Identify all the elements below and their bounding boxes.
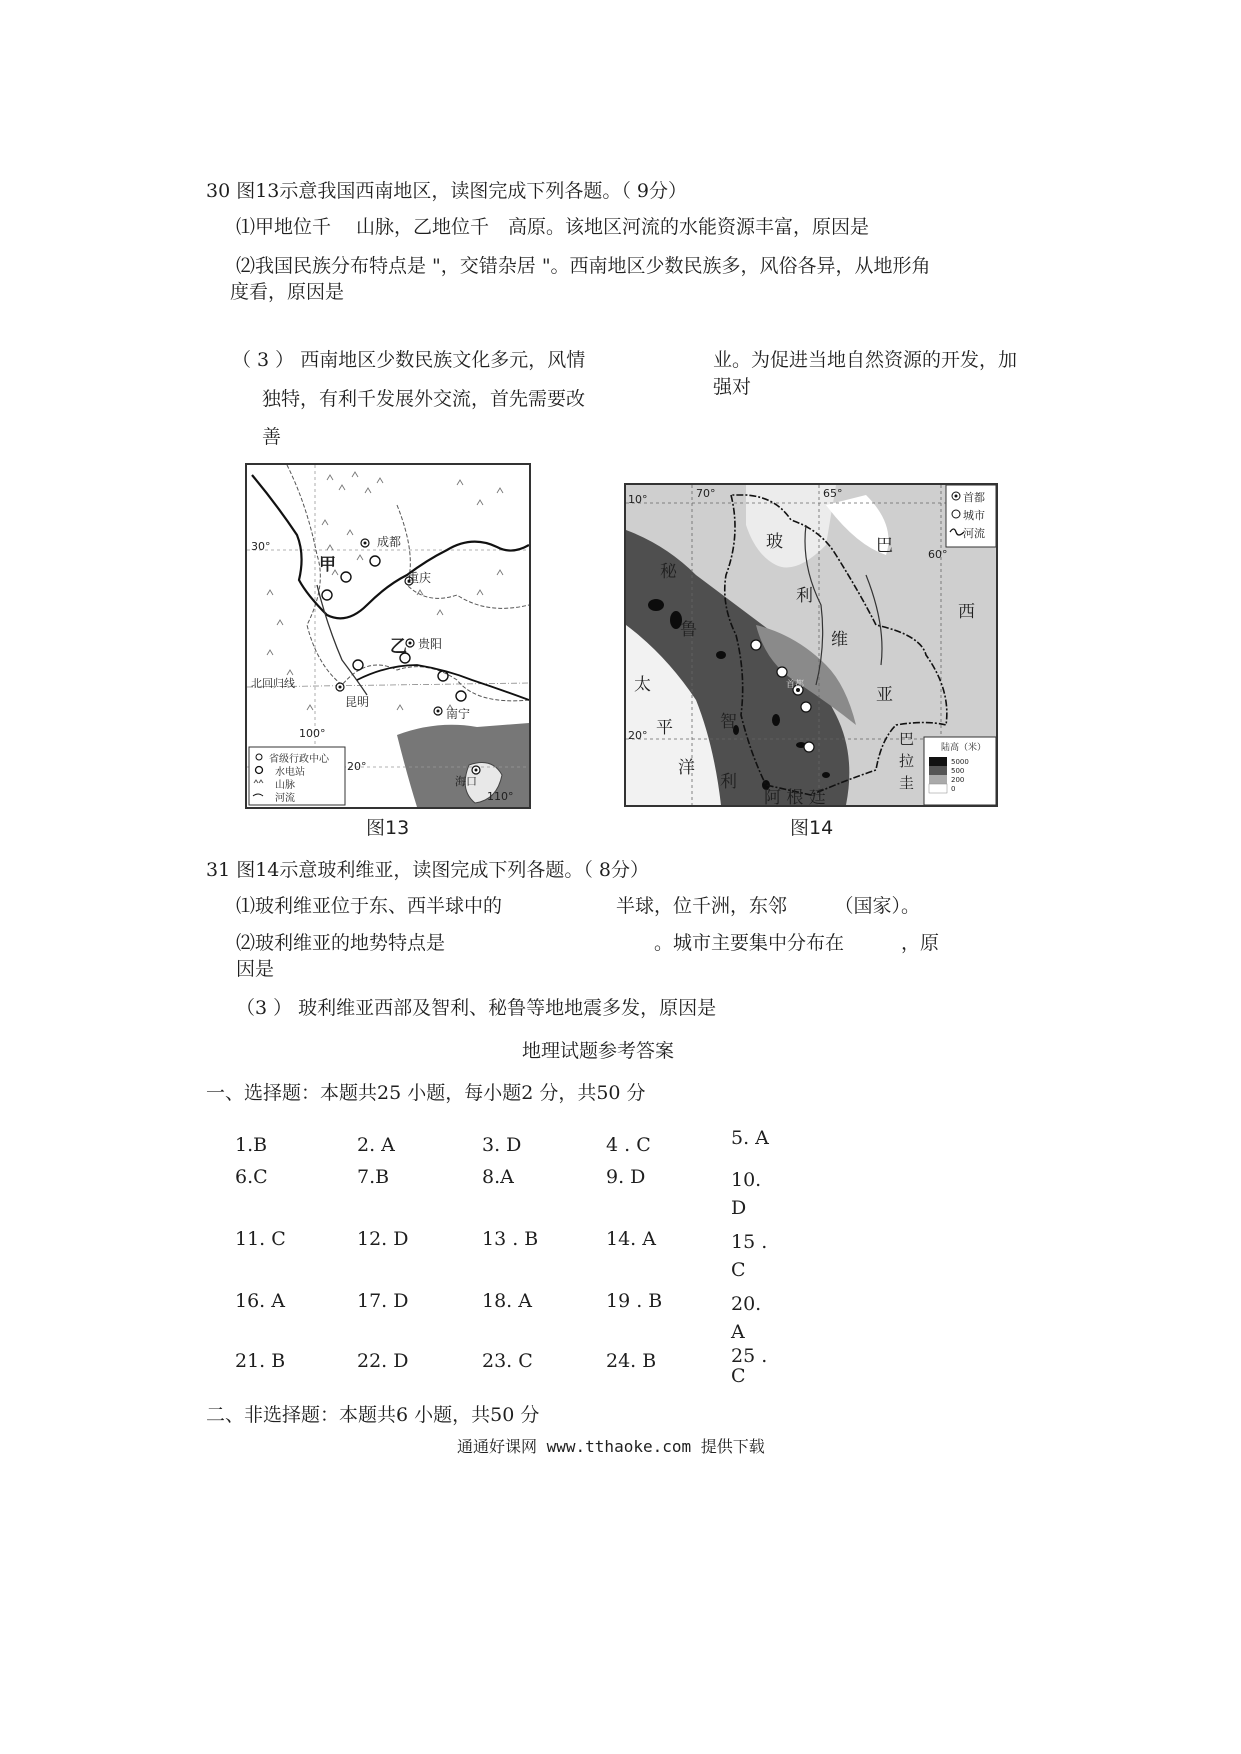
- elevation-200: 200: [951, 776, 965, 784]
- q31-part1: ⑴玻利维亚位于东、西半球中的 半球，位千洲，东邻 （国家）。: [236, 895, 921, 917]
- label-yi: 乙: [390, 637, 407, 657]
- answer-23: 23. C: [482, 1350, 533, 1372]
- label14-lon70: 70°: [696, 487, 716, 500]
- answer-19: 19 . B: [606, 1290, 663, 1312]
- legend13-capital: 省级行政中心: [269, 754, 329, 765]
- label14-argentina: 阿 根 廷: [764, 788, 826, 807]
- label-guiyang: 贵阳: [418, 637, 443, 651]
- legend14-capital: 首都: [963, 491, 985, 504]
- label-lon100: 100°: [299, 727, 326, 740]
- label14-lat20: 20°: [628, 729, 648, 742]
- answer-15: 15 . C: [731, 1231, 768, 1281]
- map13-caption: 图13: [366, 817, 410, 839]
- legend13-hydro: 水电站: [275, 767, 305, 778]
- legend14-city: 城市: [963, 509, 985, 522]
- answers-title: 地理试题参考答案: [522, 1040, 675, 1062]
- map-southwest-china: [245, 463, 531, 809]
- legend14-river: 河流: [963, 527, 985, 540]
- label-haikou: 海口: [455, 775, 477, 788]
- q31-part3: （3 ） 玻利维亚西部及智利、秘鲁等地地震多发，原因是: [236, 997, 717, 1019]
- label-jia: 甲: [319, 555, 336, 575]
- label14-chile-2: 利: [720, 772, 737, 792]
- label14-brazil-1: 巴: [876, 536, 893, 556]
- label-lat30: 30°: [251, 540, 271, 553]
- answer-4: 4 . C: [606, 1134, 651, 1156]
- q30-part1: ⑴甲地位千 山脉，乙地位千 高原。该地区河流的水能资源丰富，原因是: [236, 216, 870, 238]
- legend13-mountain: 山脉: [275, 780, 295, 791]
- answer-25: 25 . C: [731, 1345, 768, 1387]
- label14-paraguay-2: 拉: [899, 752, 915, 770]
- label-tropic: 北回归线: [251, 677, 295, 690]
- elevation-500: 500: [951, 767, 965, 775]
- answers-section1: 一、选择题：本题共25 小题，每小题2 分，共50 分: [206, 1082, 646, 1104]
- answer-21: 21. B: [235, 1350, 286, 1372]
- q30-part2-line1: ⑵我国民族分布特点是 "，交错杂居 "。西南地区少数民族多，风俗各异，从地形角: [236, 255, 931, 277]
- answers-section2: 二、非选择题：本题共6 小题，共50 分: [206, 1404, 540, 1426]
- pearl-river: [357, 665, 529, 700]
- label14-bolivia-1: 玻: [766, 532, 783, 552]
- q30-part3-right1: 业。为促进当地自然资源的开发，加: [713, 349, 1018, 371]
- label14-pacific-2: 平: [656, 718, 673, 738]
- label-lon110: 110°: [487, 790, 514, 803]
- q30-part3-left1: （ 3 ） 西南地区少数民族文化多元，风情: [232, 349, 586, 371]
- label14-brazil-2: 西: [958, 602, 975, 622]
- map14-caption: 图14: [790, 817, 834, 839]
- answer-2: 2. A: [357, 1134, 395, 1156]
- label14-paraguay-1: 巴: [899, 730, 915, 748]
- answer-7: 7.B: [357, 1166, 390, 1188]
- answer-10: 10. D: [731, 1169, 762, 1219]
- label14-peru-1: 秘: [660, 562, 677, 582]
- answer-18: 18. A: [482, 1290, 532, 1312]
- answer-17: 17. D: [357, 1290, 409, 1312]
- answer-24: 24. B: [606, 1350, 657, 1372]
- answer-22: 22. D: [357, 1350, 409, 1372]
- label14-pacific-3: 洋: [678, 758, 695, 778]
- label-chengdu: 成都: [377, 535, 402, 549]
- answer-11: 11. C: [235, 1228, 286, 1250]
- q30-part3-left3: 善: [262, 426, 282, 448]
- q31-part2-line2: 因是: [236, 958, 275, 980]
- q31-part2-line1: ⑵玻利维亚的地势特点是 。城市主要集中分布在 ，原: [236, 932, 940, 954]
- elevation-5000: 5000: [951, 758, 969, 766]
- label14-chile-1: 智: [720, 712, 737, 732]
- elevation-0: 0: [951, 785, 956, 793]
- label14-peru-2: 鲁: [680, 620, 697, 640]
- label14-lon60: 60°: [928, 548, 948, 561]
- answer-14: 14. A: [606, 1228, 656, 1250]
- answer-5: 5. A: [731, 1127, 769, 1149]
- answer-9: 9. D: [606, 1166, 646, 1188]
- label14-bolivia-3: 维: [831, 630, 848, 650]
- answer-8: 8.A: [482, 1166, 514, 1188]
- label-nanning: 南宁: [446, 707, 471, 721]
- label14-bolivia-4: 亚: [876, 685, 893, 705]
- q30-header: 30 图13示意我国西南地区，读图完成下列各题。（ 9分）: [206, 180, 688, 202]
- label-kunming: 昆明: [345, 695, 370, 709]
- answer-1: 1.B: [235, 1134, 268, 1156]
- q30-part2-line2: 度看，原因是: [230, 281, 345, 303]
- legend13-river: 河流: [275, 793, 295, 804]
- answer-12: 12. D: [357, 1228, 409, 1250]
- label14-lon65: 65°: [823, 487, 843, 500]
- label14-capital: 首都: [786, 680, 805, 690]
- map-bolivia: [624, 483, 998, 807]
- label14-bolivia-2: 利: [796, 586, 813, 606]
- answer-6: 6.C: [235, 1166, 268, 1188]
- answer-13: 13 . B: [482, 1228, 539, 1250]
- answer-20: 20. A: [731, 1293, 762, 1343]
- q30-part3-right2: 强对: [713, 376, 752, 398]
- footer-download-note: 通通好课网 www.tthaoke.com 提供下载: [457, 1437, 765, 1456]
- answer-3: 3. D: [482, 1134, 522, 1156]
- label14-paraguay-3: 圭: [899, 774, 915, 792]
- elevation-title: 陆高（米）: [941, 743, 987, 753]
- label-chongqing: 重庆: [407, 571, 432, 585]
- label14-pacific-1: 太: [634, 675, 651, 695]
- label14-lat10: 10°: [628, 493, 648, 506]
- answer-16: 16. A: [235, 1290, 285, 1312]
- q30-part3-left2: 独特，有利千发展外交流，首先需要改: [262, 388, 586, 410]
- label-lat20: 20°: [347, 760, 367, 773]
- q31-header: 31 图14示意玻利维亚，读图完成下列各题。（ 8分）: [206, 859, 650, 881]
